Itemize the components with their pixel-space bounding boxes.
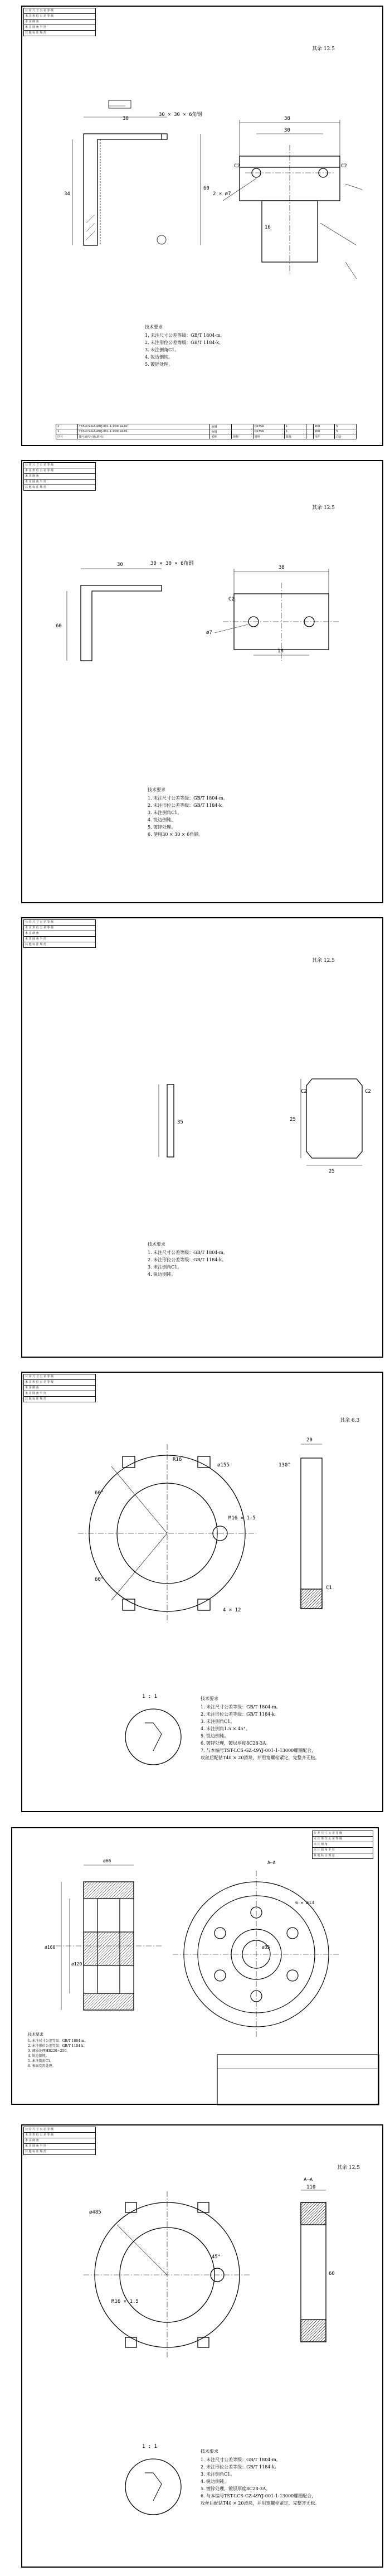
dim-height: 60 xyxy=(56,623,62,629)
strip-row: 公 差 尺 寸 公 差 等 级 xyxy=(312,1831,373,1837)
dim-outer-diameter: ø155 xyxy=(217,1463,230,1468)
roughness-value: 12.5 xyxy=(323,46,335,52)
tech-note: 5. 镀锌处理。 xyxy=(148,825,176,830)
table-row: 序号 图号或代号(标准号) 名称 规格 材料 数量 单件 总计 xyxy=(56,434,357,439)
strip-row: 未 注 圆 角 半 径 xyxy=(23,480,96,485)
strip-row: 未 注 形 位 公 差 等 级 xyxy=(23,2133,96,2138)
strip-row: 其 他 标 注 规 范 xyxy=(23,942,96,948)
part-drawing xyxy=(0,912,390,1363)
strip-row: 未 注 圆 角 半 径 xyxy=(23,1391,96,1397)
roughness-prefix: 其余 xyxy=(312,46,323,52)
tech-note: 攻丝后配钻T40 × 20滑块，并用宽螺栓紧定，完整齐无松。 xyxy=(201,2501,320,2506)
strip-row: 未 注 圆 角 半 径 xyxy=(23,937,96,942)
strip-row: 未 注 圆 角 半 径 xyxy=(312,1848,373,1853)
tech-note: 3. 未注倒角C1。 xyxy=(201,1719,235,1724)
part-drawing xyxy=(0,1820,390,2116)
drawing-sheet-4 xyxy=(0,1366,390,1818)
tech-note: 4. 锐边倒钝。 xyxy=(148,817,176,822)
roughness-value: 12.5 xyxy=(323,958,335,963)
dim-chamfer-angle: 130° xyxy=(279,1463,291,1468)
dim-chamfer-tl: C2 xyxy=(301,1089,307,1095)
dim-middle: ø120 xyxy=(71,1962,82,1967)
dim-width: 25 xyxy=(329,1169,335,1174)
dim-chamfer-left: C2 xyxy=(234,163,240,169)
tech-title: 技术要求 xyxy=(201,1696,218,1701)
drawing-sheet-1 xyxy=(0,0,390,452)
part-drawing xyxy=(0,454,390,909)
strip-row: 其 他 标 注 规 范 xyxy=(23,2149,96,2155)
dim-chamfer-right: C2 xyxy=(341,163,347,169)
strip-row: 未 注 形 位 公 差 等 级 xyxy=(23,926,96,931)
strip-row: 未 注 倒 角 xyxy=(23,20,96,25)
tech-title: 技术要求 xyxy=(148,787,165,792)
dim-width: 38 xyxy=(279,565,285,570)
strip-row: 未 注 倒 角 xyxy=(23,931,96,937)
tech-note: 2. 未注形位公差等级：GB/T 1184-k。 xyxy=(145,340,223,345)
tech-note: 1. 未注尺寸公差等级：GB/T 1804-m。 xyxy=(145,333,225,338)
roughness-prefix: 其余 xyxy=(312,505,323,511)
roughness-prefix: 其余 xyxy=(337,2165,348,2171)
dim-thickness: 20 xyxy=(306,1437,313,1443)
drawing-sheet-5 xyxy=(0,1820,390,2116)
strip-row: 公 差 尺 寸 公 差 等 级 xyxy=(23,2127,96,2133)
dim-thickness: 60 xyxy=(329,2271,335,2277)
tech-title: 技术要求 xyxy=(28,2032,43,2037)
technical-requirements xyxy=(201,2448,319,2507)
dim-height: 60 xyxy=(203,186,209,191)
roughness-value: 6.3 xyxy=(351,1418,360,1423)
tech-note: 2. 未注形位公差等级：GB/T 1184-k。 xyxy=(28,2044,87,2048)
roughness-prefix: 其余 xyxy=(312,958,323,963)
strip-row: 未 注 圆 角 半 径 xyxy=(23,25,96,31)
tech-note: 5. 镀锌处理。 xyxy=(145,362,173,367)
dim-angle-top: 60° xyxy=(95,1490,104,1496)
dim-angle: 45° xyxy=(212,2254,221,2260)
tech-note: 4. 锐边倒钝。 xyxy=(145,355,173,360)
tech-note: 1. 未注尺寸公差等级：GB/T 1804-m。 xyxy=(28,2039,88,2043)
strip-row: 未 注 形 位 公 差 等 级 xyxy=(312,1837,373,1842)
strip-row: 未 注 形 位 公 差 等 级 xyxy=(23,14,96,20)
strip-row: 未 注 倒 角 xyxy=(23,1386,96,1391)
tech-note: 6. 使用30 × 30 × 6角钢。 xyxy=(148,832,203,837)
dim-center: ø35 xyxy=(262,1945,270,1950)
tech-note: 3. 未注倒角C1。 xyxy=(148,1265,182,1270)
tech-title: 技术要求 xyxy=(148,1242,165,1247)
tech-note: 4. 锐边倒钝。 xyxy=(28,2054,49,2058)
tech-note: 5. 镀锌处理，镀层厚度8C28-3A。 xyxy=(201,2486,271,2491)
tech-note: 2. 未注形位公差等级：GB/T 1184-k。 xyxy=(201,2464,279,2470)
technical-requirements xyxy=(28,2032,88,2069)
strip-row: 未 注 形 位 公 差 等 级 xyxy=(23,1380,96,1386)
dim-bolt-holes: 6 × ø13 xyxy=(295,1900,314,1905)
dim-angle-steel: 30 × 30 × 6角钢 xyxy=(159,112,202,118)
dim-chamfer: C1 xyxy=(326,1585,332,1591)
part-drawing xyxy=(0,0,390,452)
tech-note: 2. 未注形位公差等级：GB/T 1184-k。 xyxy=(148,803,226,808)
technical-requirements xyxy=(145,323,225,368)
strip-row: 公 差 尺 寸 公 差 等 级 xyxy=(23,8,96,14)
part-drawing xyxy=(0,1366,390,1818)
tech-note: 7. 与本编号TST-LCS-GZ-49YJ-001-1-13000螺圈配合， xyxy=(201,1748,316,1753)
tech-note: 5. 锐边倒钝。 xyxy=(201,1734,229,1739)
tech-note: 2. 未注形位公差等级：GB/T 1184-k。 xyxy=(148,1257,226,1262)
dim-hole: ø7 xyxy=(206,630,212,636)
dim-angle-steel: 30 × 30 × 6角钢 xyxy=(150,561,194,566)
technical-requirements xyxy=(148,786,228,838)
dim-inner: 16 xyxy=(265,225,271,230)
dim-length: 35 xyxy=(177,1120,183,1125)
dim-bore: ø66 xyxy=(103,1858,111,1863)
tech-note: 6. 镀锌处理，镀层厚度8C28-3A。 xyxy=(201,1741,271,1746)
dim-top: 30 xyxy=(123,116,129,122)
technical-requirements xyxy=(148,1241,228,1278)
drawing-sheet-2 xyxy=(0,454,390,909)
dim-chamfer: C2 xyxy=(228,597,235,602)
table-row: 2 TST-LCS-GZ-49YJ-001-1-13001A-02 角钢 Q235A 1 200 5 xyxy=(56,424,357,429)
strip-row: 其 他 标 注 规 范 xyxy=(23,31,96,36)
tech-note: 6. 表面发黑处理。 xyxy=(28,2064,56,2068)
bill-of-materials xyxy=(56,424,357,439)
tech-note: 3. 未注倒角C1。 xyxy=(148,810,182,815)
dim-hole-spacing: 16 xyxy=(277,648,284,654)
tech-note: 6. 与本编号TST-LCS-GZ-49YJ-001-1-13000螺圈配合， xyxy=(201,2493,316,2498)
tech-note: 1. 未注尺寸公差等级：GB/T 1804-m。 xyxy=(148,796,228,801)
strip-row: 其 他 标 注 规 范 xyxy=(23,1397,96,1402)
technical-requirements xyxy=(201,1695,319,1761)
tech-note: 4. 锐边倒钝。 xyxy=(201,2479,229,2484)
table-row: 1 TST-LCS-GZ-49YJ-001-1-13001A-01 角钢 Q235A 1 200 5 xyxy=(56,429,357,434)
tech-note: 1. 未注尺寸公差等级：GB/T 1804-m。 xyxy=(148,1250,228,1255)
detail-scale: 1 : 1 xyxy=(142,2444,158,2449)
dim-outer: ø160 xyxy=(45,1945,56,1950)
strip-row: 公 差 尺 寸 公 差 等 级 xyxy=(23,919,96,926)
tech-note: 1. 未注尺寸公差等级：GB/T 1804-m。 xyxy=(201,1705,281,1710)
dim-slots: 4 × 12 xyxy=(223,1607,241,1613)
dim-thread: M16 × 1.5 xyxy=(111,2299,139,2304)
tech-title: 技术要求 xyxy=(201,2449,218,2454)
strip-row: 未 注 倒 角 xyxy=(23,2138,96,2144)
strip-row: 未 注 圆 角 半 径 xyxy=(23,2144,96,2149)
dim-thread: M16 × 1.5 xyxy=(228,1515,256,1521)
dim-top: 30 xyxy=(117,562,123,568)
tech-note: 3. 未注倒角C1。 xyxy=(145,347,179,352)
dim-width: 38 xyxy=(284,116,290,122)
roughness-prefix: 其余 xyxy=(340,1418,350,1423)
strip-row: 未 注 倒 角 xyxy=(23,474,96,480)
strip-row: 其 他 标 注 规 范 xyxy=(312,1853,373,1859)
strip-row: 其 他 标 注 规 范 xyxy=(23,485,96,491)
detail-scale: 1 : 1 xyxy=(142,1694,158,1699)
tech-note: 3. 未注倒角C1。 xyxy=(201,2472,235,2477)
drawing-sheet-6 xyxy=(0,2119,390,2573)
strip-row: 未 注 形 位 公 差 等 级 xyxy=(23,468,96,474)
tech-note: 3. 调质处理HB220~250。 xyxy=(28,2049,70,2053)
tech-note: 攻丝后配钻T40 × 20滑块，并用宽螺栓紧定，完整齐无松。 xyxy=(201,1755,320,1760)
tech-note: 1. 未注尺寸公差等级：GB/T 1804-m。 xyxy=(201,2457,281,2462)
tech-note: 4. 锐边倒钝。 xyxy=(148,1272,176,1277)
tech-note: 2. 未注形位公差等级：GB/T 1184-k。 xyxy=(201,1712,279,1717)
roughness-value: 12.5 xyxy=(348,2165,360,2171)
drawing-sheet-3 xyxy=(0,912,390,1363)
dim-radius: R16 xyxy=(173,1457,182,1463)
dim-height: 25 xyxy=(290,1117,296,1122)
roughness-value: 12.5 xyxy=(323,505,335,511)
dim-holes: 2 × ø7 xyxy=(213,191,231,197)
part-drawing xyxy=(0,2119,390,2573)
strip-row: 公 差 尺 寸 公 差 等 级 xyxy=(23,1374,96,1380)
section-label: A—A xyxy=(267,1860,276,1865)
dim-chamfer-tr: C2 xyxy=(365,1089,371,1095)
strip-row: 未 注 倒 角 xyxy=(312,1842,373,1848)
section-label: A—A xyxy=(304,2177,313,2183)
dim-hole-spacing: 30 xyxy=(284,128,290,133)
tech-title: 技术要求 xyxy=(145,325,163,330)
tech-note: 5. 未注倒角C1。 xyxy=(28,2059,54,2063)
dim-angle-bottom: 60° xyxy=(95,1577,104,1582)
dim-length: 34 xyxy=(64,191,70,197)
dim-width: 110 xyxy=(306,2185,316,2190)
dim-outer-diameter: ø485 xyxy=(89,2210,101,2215)
tech-note: 4. 未注倒角1.5 × 45°。 xyxy=(201,1726,250,1731)
strip-row: 公 差 尺 寸 公 差 等 级 xyxy=(23,462,96,468)
